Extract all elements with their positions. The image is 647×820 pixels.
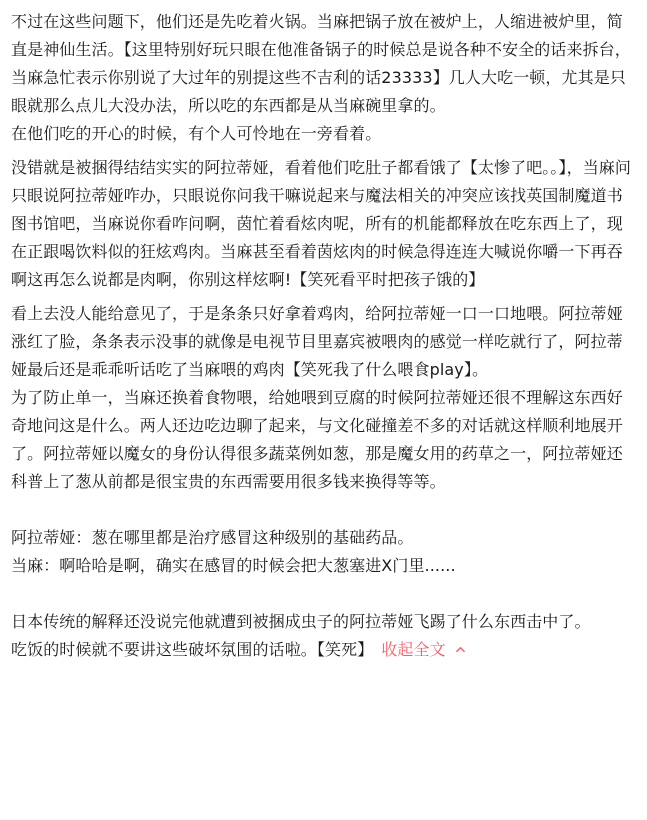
paragraph-last [11, 636, 633, 664]
collapse-full-text-button[interactable] [381, 640, 464, 659]
paragraph-kick: 日本传统的解释还没说完他就遭到被捆成虫子的阿拉蒂娅飞踢了什么东西击中了。 [11, 612, 591, 631]
chevron-up-icon[interactable] [456, 645, 465, 654]
paragraph-watching: 在他们吃的开心的时候，有个人可怜地在一旁看着。 [11, 124, 382, 143]
paragraph-hotpot: 不过在这些问题下，他们还是先吃着火锅。当麻把锅子放在被炉上，人缩进被炉里，简直是神仙生活。【这里特别好玩只眼在他准备锅子的时候总是说各种不安全的话来拆台，当麻急忙表示你别说了大过年的别提这些不吉利的话23333】几人大吃一顿，尤其是只眼就那么点儿大没办法，所以吃的东西都是从当麻碗里拿的。 [11, 12, 631, 115]
dialogue-aradia: 阿拉蒂娅：葱在哪里都是治疗感冒这种级别的基础药品。 [11, 528, 414, 547]
paragraph-tofu: 为了防止单一，当麻还换着食物喂，给她喂到豆腐的时候阿拉蒂娅还很不理解这东西好奇地问这是什么。两人还边吃边聊了起来，与文化碰撞差不多的对话就这样顺利地展开了。阿拉蒂娅以魔女的身份认得很多蔬菜例如葱，那是魔女用的药草之一，阿拉蒂娅还科普上了葱从前都是很宝贵的东西需要用很多钱来换得等等。 [11, 388, 623, 491]
blank-line [11, 496, 633, 524]
last-paragraph-text: 吃饭的时候就不要讲这些破坏氛围的话啦。【笑死】 [11, 640, 374, 659]
dialogue-touma: 当麻：啊哈哈是啊，确实在感冒的时候会把大葱塞进X门里...... [11, 556, 456, 575]
blank-line [11, 580, 633, 608]
paragraph-aradia-tied: 没错就是被捆得结结实实的阿拉蒂娅，看着他们吃肚子都看饿了【太惨了吧。。】，当麻问只眼说阿拉蒂娅咋办，只眼说你问我干嘛说起来与魔法相关的冲突应该找英国制魔道书图书馆吧，当麻说你看咋问啊，茵忙着看炫肉呢，所有的机能都释放在吃东西上了，现在正跟喝饮料似的狂炫鸡肉。当麻甚至看着茵炫肉的时候急得连连大喊说你嚼一下再吞啊这再怎么说都是肉啊，你别这样炫啊!【笑死看平时把孩子饿的】 [11, 158, 632, 289]
collapse-label[interactable]: 收起全文 [381, 640, 446, 659]
paragraph-feeding: 看上去没人能给意见了，于是条条只好拿着鸡肉，给阿拉蒂娅一口一口地喂。阿拉蒂娅涨红了脸，条条表示没事的就像是电视节目里嘉宾被喂肉的感觉一样吃就行了，阿拉蒂娅最后还是乖乖听话吃了当麻喂的鸡肉【笑死我了什么喂食play】。 [11, 304, 623, 379]
